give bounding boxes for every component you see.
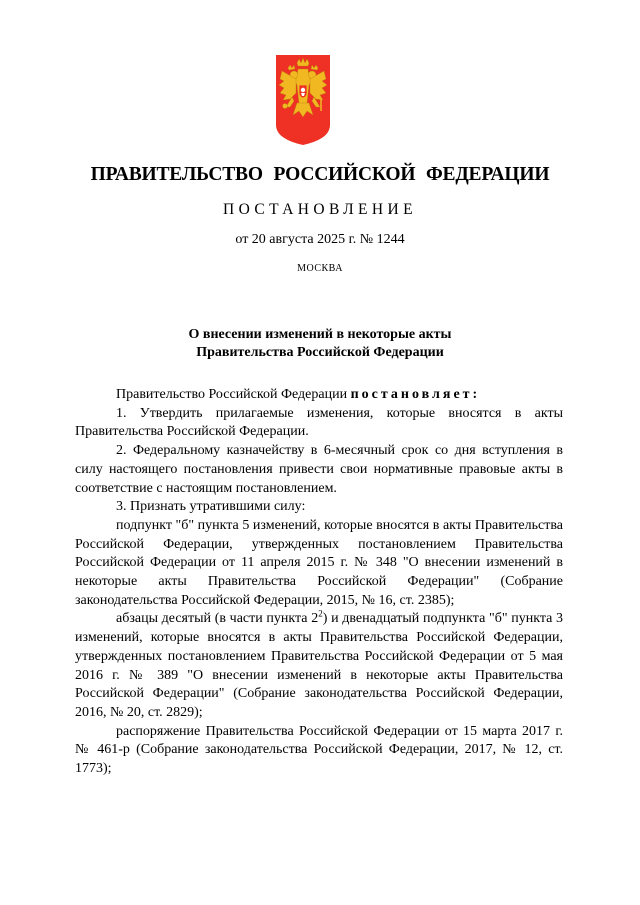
subitem-1: подпункт "б" пункта 5 изменений, которые вносятся в акты Правительства Российской Федерации, утвержденных постановлением Правительства Российской Федерации от 11 апреля 2015 г. № 348 "О внесении изменений в некоторые акты Правительства Российской Федерации" (Собрание законодательства Российской Федерации, 2015, № 16, ст. 2385); xyxy=(75,517,563,608)
intro-paragraph xyxy=(75,386,563,405)
subitem-2-superscript: 2 xyxy=(318,608,323,619)
document-type: ПОСТАНОВЛЕНИЕ xyxy=(223,201,417,218)
document-body xyxy=(75,386,563,779)
emblem-graphic xyxy=(276,55,330,145)
subitem-2-before: абзацы десятый (в части пункта 2 xyxy=(116,611,319,627)
document-title-line-1: О внесении изменений в некоторые акты xyxy=(188,327,452,342)
item-2: 2. Федеральному казначейству в 6-месячный срок со дня вступления в силу настоящего постановления привести свои нормативные правовые акты в соответствие с настоящим постановлением. xyxy=(75,443,563,496)
document-title-line-2: Правительства Российской Федерации xyxy=(196,345,444,360)
decree-word: постановляет: xyxy=(350,387,481,402)
item-1: 1. Утвердить прилагаемые изменения, которые вносятся в акты Правительства Российской Федерации. xyxy=(75,405,563,440)
subitem-2-after: ) и двенадцатый подпункта "б" пункта 3 изменений, которые вносятся в акты Правительства Российской Федерации, утвержденных постановлением Правительства Российской Федерации от 5 мая 2016 г. № 389 "О внесении изменений в некоторые акты Правительства Российской Федерации" (Собрание законодательства Российской Федерации, 2016, № 20, ст. 2829); xyxy=(75,611,564,720)
government-name: ПРАВИТЕЛЬСТВО РОССИЙСКОЙ ФЕДЕРАЦИИ xyxy=(90,164,550,185)
document-title xyxy=(0,326,640,362)
subitem-3: распоряжение Правительства Российской Федерации от 15 марта 2017 г. № 461-р (Собрание законодательства Российской Федерации, 2017, № 12, ст. 1773); xyxy=(75,723,563,777)
document-city: МОСКВА xyxy=(297,263,343,274)
russian-coat-of-arms-icon xyxy=(276,55,330,145)
item-3: 3. Признать утратившими силу: xyxy=(116,499,306,515)
subitem-2 xyxy=(75,610,563,722)
document-date-number: от 20 августа 2025 г. № 1244 xyxy=(235,232,405,247)
intro-text: Правительство Российской Федерации xyxy=(116,387,351,402)
